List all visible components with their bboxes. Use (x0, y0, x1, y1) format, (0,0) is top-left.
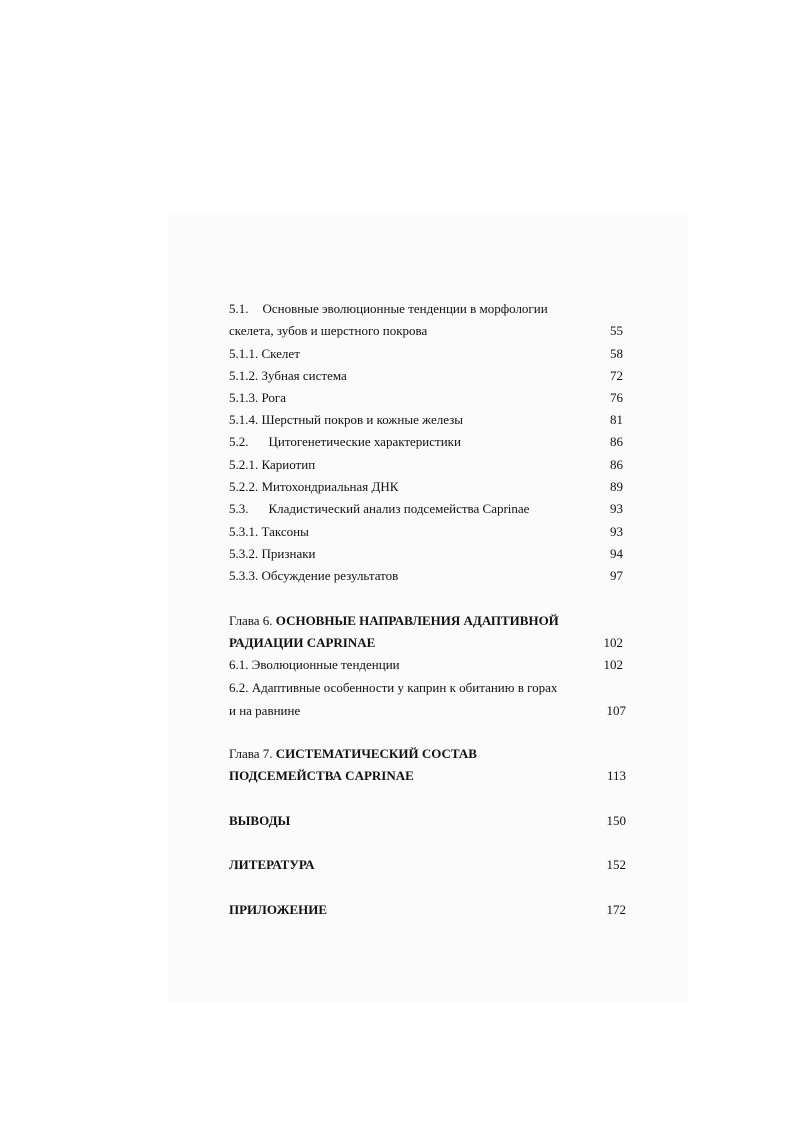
page-number: 102 (603, 635, 623, 650)
page-number: 76 (610, 390, 623, 405)
toc-entry-5-3-2: 5.3.2. Признаки (229, 546, 316, 561)
page-number: 55 (610, 323, 623, 338)
toc-entry-6-2: 6.2. Адаптивные особенности у каприн к обитанию в горах (229, 680, 558, 695)
toc-appendix: ПРИЛОЖЕНИЕ (229, 902, 328, 917)
toc-chapter-7 (229, 746, 477, 762)
section-number: 5.2. (229, 434, 249, 449)
page-number: 94 (610, 546, 623, 561)
toc-chapter-6-cont: РАДИАЦИИ CAPRINAE (229, 635, 376, 650)
toc-entry-5-2-1: 5.2.1. Кариотип (229, 457, 316, 472)
toc-entry-6-2-cont: и на равнине (229, 703, 301, 718)
page-number: 152 (606, 857, 626, 872)
toc-chapter-6 (229, 613, 559, 629)
section-title: Основные эволюционные тенденции в морфологии (262, 301, 548, 316)
page-number: 93 (610, 524, 623, 539)
toc-entry-5-1-cont: скелета, зубов и шерстного покрова (229, 323, 428, 338)
chapter-title: СИСТЕМАТИЧЕСКИЙ СОСТАВ (275, 746, 477, 761)
page-number: 113 (606, 768, 626, 783)
toc-entry-5-1-1: 5.1.1. Скелет (229, 346, 300, 361)
toc-entry-5-1 (229, 301, 548, 317)
toc-entry-5-1-3: 5.1.3. Рога (229, 390, 287, 405)
toc-entry-6-1: 6.1. Эволюционные тенденции (229, 657, 400, 672)
chapter-prefix: Глава 6. (229, 613, 273, 628)
page-number: 150 (606, 813, 626, 828)
toc-literature: ЛИТЕРАТУРА (229, 857, 315, 872)
section-title: Цитогенетические характеристики (268, 434, 461, 449)
section-number: 5.3. (229, 501, 249, 516)
chapter-title: ОСНОВНЫЕ НАПРАВЛЕНИЯ АДАПТИВНОЙ (275, 613, 559, 628)
toc-entry-5-2 (229, 434, 461, 450)
page-number: 93 (610, 501, 623, 516)
page-number: 86 (610, 434, 623, 449)
toc-entry-5-2-2: 5.2.2. Митохондриальная ДНК (229, 479, 399, 494)
toc-entry-5-1-4: 5.1.4. Шерстный покров и кожные железы (229, 412, 463, 427)
page-number: 81 (610, 412, 623, 427)
toc-chapter-7-cont: ПОДСЕМЕЙСТВА CAPRINAE (229, 768, 414, 783)
page-number: 86 (610, 457, 623, 472)
toc-conclusions: ВЫВОДЫ (229, 813, 291, 828)
page-number: 58 (610, 346, 623, 361)
section-title: Кладистический анализ подсемейства Caprinae (268, 501, 530, 516)
page-number: 102 (603, 657, 623, 672)
section-number: 5.1. (229, 301, 249, 316)
toc-entry-5-3 (229, 501, 529, 517)
chapter-prefix: Глава 7. (229, 746, 273, 761)
toc-entry-5-3-1: 5.3.1. Таксоны (229, 524, 309, 539)
toc-entry-5-1-2: 5.1.2. Зубная система (229, 368, 347, 383)
page-number: 89 (610, 479, 623, 494)
page-number: 172 (606, 902, 626, 917)
page-number: 72 (610, 368, 623, 383)
page-number: 97 (610, 568, 623, 583)
page-number: 107 (606, 703, 626, 718)
toc-entry-5-3-3: 5.3.3. Обсуждение результатов (229, 568, 399, 583)
